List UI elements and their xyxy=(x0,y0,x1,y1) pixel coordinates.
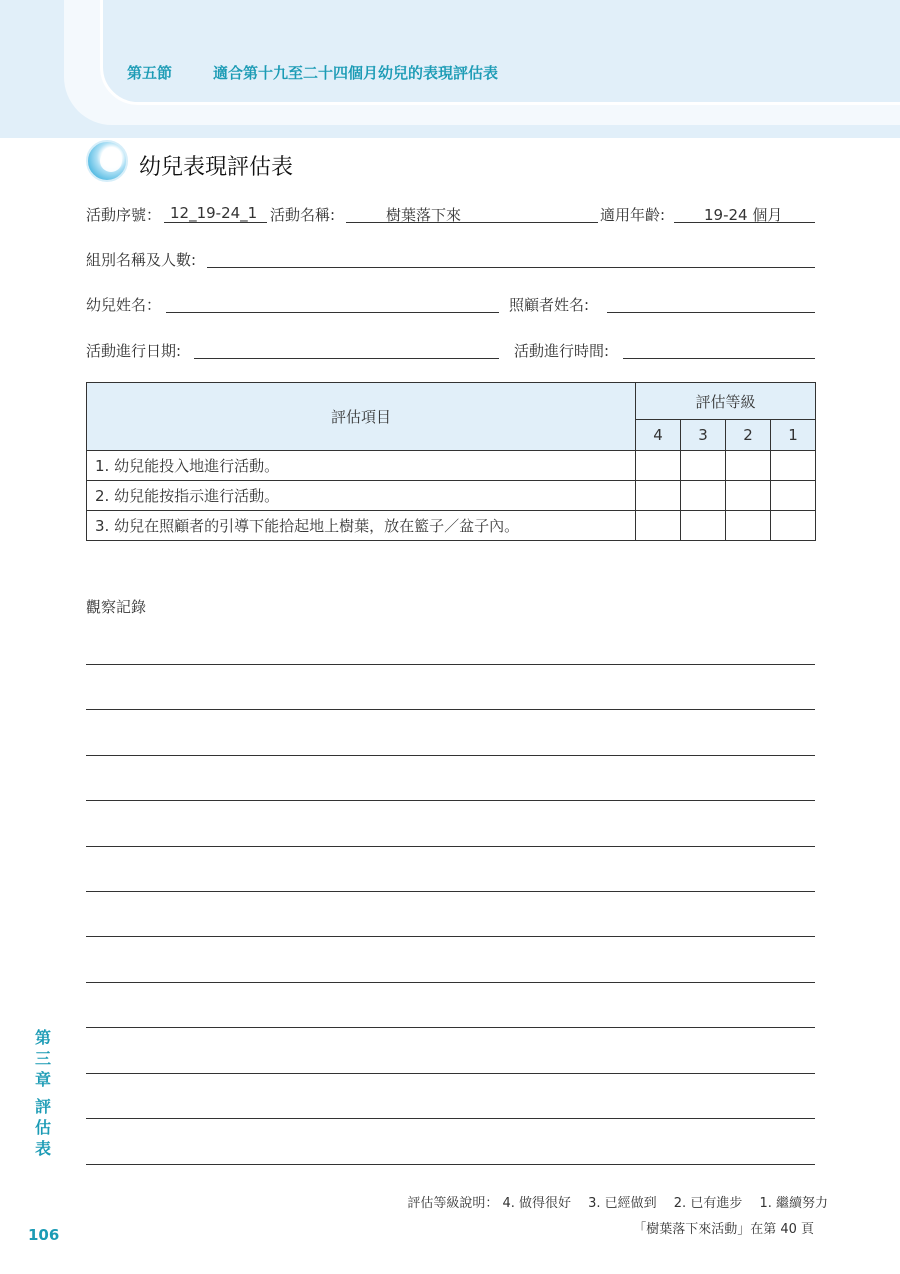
activity-name-label: 活動名稱: xyxy=(270,206,336,224)
observation-line[interactable] xyxy=(86,891,815,892)
side-char: 章 xyxy=(34,1070,51,1089)
observation-line[interactable] xyxy=(86,800,815,801)
side-chapter-label xyxy=(32,1027,54,1090)
side-char: 估 xyxy=(34,1118,51,1137)
side-char: 評 xyxy=(34,1097,51,1116)
caregiver-line[interactable] xyxy=(607,312,815,313)
group-label: 組別名稱及人數: xyxy=(86,251,197,269)
grade-cell[interactable] xyxy=(726,511,771,541)
observation-line[interactable] xyxy=(86,1027,815,1028)
activity-no-label: 活動序號： xyxy=(86,206,162,224)
grade-cell[interactable] xyxy=(681,451,726,481)
activity-name-line xyxy=(346,222,598,223)
header-decoration-inner xyxy=(100,0,900,105)
grade-cell[interactable] xyxy=(726,451,771,481)
grade-legend: 評估等級說明： 4. 做得很好 3. 已經做到 2. 已有進步 1. 繼續努力 xyxy=(407,1196,828,1211)
time-line[interactable] xyxy=(623,358,815,359)
caregiver-label: 照顧者姓名: xyxy=(509,296,590,314)
item-1: 1. 幼兒能投入地進行活動。 xyxy=(87,451,636,481)
activity-reference: 「樹葉落下來活動」在第 40 頁 xyxy=(633,1222,814,1237)
grade-cell[interactable] xyxy=(726,481,771,511)
item-3: 3. 幼兒在照顧者的引導下能拾起地上樹葉，放在籃子／盆子內。 xyxy=(87,511,636,541)
age-label: 適用年齡: xyxy=(600,206,666,224)
bubble-icon xyxy=(86,140,128,182)
observation-line[interactable] xyxy=(86,1118,815,1119)
evaluation-table xyxy=(86,382,816,541)
side-char: 第 xyxy=(34,1028,51,1047)
observation-line[interactable] xyxy=(86,982,815,983)
grade-3-header: 3 xyxy=(681,420,726,451)
grade-cell[interactable] xyxy=(771,481,816,511)
grade-cell[interactable] xyxy=(771,451,816,481)
item-2: 2. 幼兒能按指示進行活動。 xyxy=(87,481,636,511)
observation-line[interactable] xyxy=(86,755,815,756)
child-name-line[interactable] xyxy=(166,312,499,313)
observation-line[interactable] xyxy=(86,846,815,847)
side-char: 三 xyxy=(34,1049,51,1068)
activity-no-line xyxy=(164,222,267,223)
grade-cell[interactable] xyxy=(636,511,681,541)
table-row xyxy=(87,481,816,511)
section-title: 適合第十九至二十四個月幼兒的表現評估表 xyxy=(213,64,499,82)
observation-line[interactable] xyxy=(86,664,815,665)
activity-name-value: 樹葉落下來 xyxy=(386,206,462,224)
page-number: 106 xyxy=(28,1226,60,1244)
group-line[interactable] xyxy=(207,267,815,268)
child-name-label: 幼兒姓名： xyxy=(86,296,162,314)
observation-line[interactable] xyxy=(86,1073,815,1074)
item-header: 評估項目 xyxy=(87,383,636,451)
section-header xyxy=(127,62,498,83)
grade-cell[interactable] xyxy=(681,481,726,511)
side-char: 表 xyxy=(34,1139,51,1158)
grade-1-header: 1 xyxy=(771,420,816,451)
time-label: 活動進行時間: xyxy=(514,342,610,360)
section-number: 第五節 xyxy=(127,64,173,82)
observation-line[interactable] xyxy=(86,1164,815,1165)
page-title: 幼兒表現評估表 xyxy=(139,155,294,180)
grade-cell[interactable] xyxy=(771,511,816,541)
observation-line[interactable] xyxy=(86,709,815,710)
date-line[interactable] xyxy=(194,358,499,359)
age-value: 19-24 個月 xyxy=(704,206,783,224)
grade-cell[interactable] xyxy=(636,481,681,511)
side-topic-label xyxy=(32,1096,54,1159)
grade-cell[interactable] xyxy=(681,511,726,541)
grade-4-header: 4 xyxy=(636,420,681,451)
activity-no-value: 12_19-24_1 xyxy=(170,204,258,222)
table-row xyxy=(87,511,816,541)
grade-header: 評估等級 xyxy=(636,383,816,420)
date-label: 活動進行日期: xyxy=(86,342,182,360)
observation-label: 觀察記錄 xyxy=(86,598,147,616)
observation-line[interactable] xyxy=(86,936,815,937)
grade-2-header: 2 xyxy=(726,420,771,451)
table-row xyxy=(87,451,816,481)
grade-cell[interactable] xyxy=(636,451,681,481)
